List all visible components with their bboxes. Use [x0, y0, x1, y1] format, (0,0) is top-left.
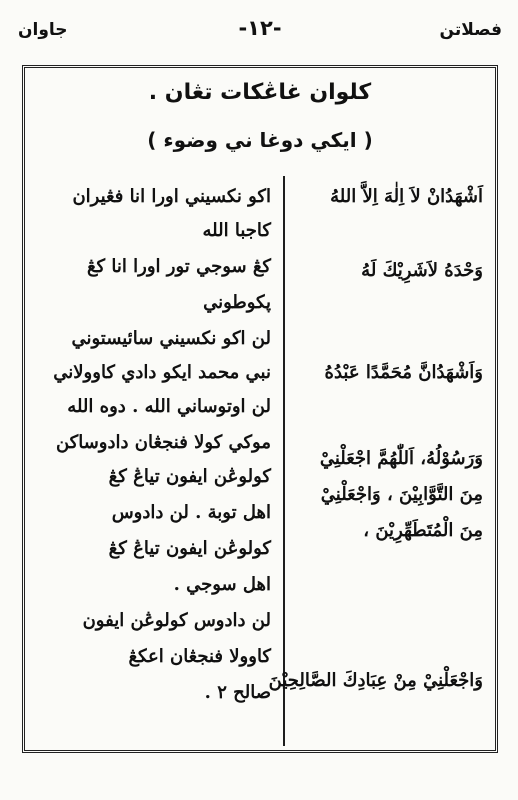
arabic-line: وَاجْعَلْنِيْ مِنْ عِبَادِكَ الصَّالِحِيْنَ — [268, 670, 483, 691]
section-subheading: ( ايكي دوغا ني وضوء ) — [147, 128, 373, 152]
header-book-title: جاوان — [18, 20, 68, 40]
translation-line: كولوڠن ايفون تياڠ كڠ — [108, 538, 271, 559]
translation-line: كڠ سوجي تور اورا انا كڠ — [86, 256, 271, 277]
translation-line: لن اكو نكسيني سائيستوني — [71, 328, 271, 349]
translation-line: كاوولا فنجڠان اعكڠ — [128, 646, 271, 667]
translation-line: نبي محمد ايكو دادي كاوولاني — [53, 362, 271, 383]
translation-line: موكي كولا فنجڠان دادوساكن — [55, 432, 271, 453]
translation-line: اهل توبة . لن دادوس — [111, 502, 271, 523]
page-number: -١٢- — [238, 16, 282, 40]
translation-line: پكوطوني — [203, 292, 271, 313]
translation-line: صالح ٢ . — [204, 682, 271, 703]
arabic-line: اَشْهَدُانْ لاَ اِلٰهَ اِلاَّ اللهُ — [330, 186, 483, 207]
running-header — [14, 14, 506, 50]
arabic-line: وَاَشْهَدُانَّ مُحَمَّدًا عَبْدُهُ — [324, 362, 483, 383]
translation-line: لن دادوس كولوڠن ايفون — [82, 610, 271, 631]
arabic-line: مِنَ الْمُتَطَهِّرِيْنَ ، — [363, 520, 483, 541]
arabic-line: وَحْدَهُ لاَشَرِيْكَ لَهُ — [361, 260, 483, 281]
text-frame — [22, 65, 498, 753]
arabic-line: مِنَ التَّوَّابِيْنَ ، وَاجْعَلْنِيْ — [320, 484, 483, 505]
translation-line: لن اوتوساني الله . دوه الله — [67, 396, 271, 417]
arabic-line: وَرَسُوْلُهُ، اَللّٰهُمَّ اجْعَلْنِيْ — [319, 448, 483, 469]
translation-line: اكو نكسيني اورا انا فڠيران — [72, 186, 271, 207]
header-section-title: فصلاتن — [439, 20, 502, 40]
translation-line: كولوڠن ايفون تياڠ كڠ — [108, 466, 271, 487]
translation-line: اهل سوجي . — [173, 574, 271, 595]
translation-line: كاجبا الله — [202, 220, 271, 241]
section-heading: كلوان غاڠكات تڠان . — [148, 80, 372, 105]
